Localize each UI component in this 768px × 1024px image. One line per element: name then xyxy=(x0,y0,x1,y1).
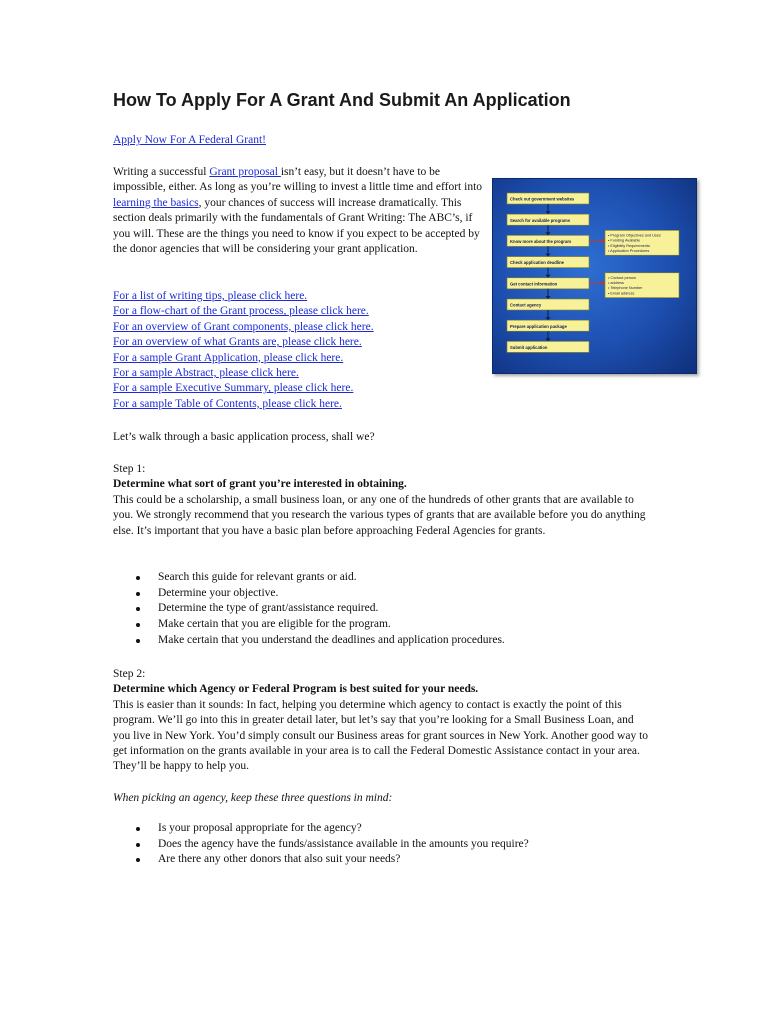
step-2-title: Determine which Agency or Federal Program is best suited for your needs. xyxy=(113,683,479,696)
writing-tips-link[interactable]: For a list of writing tips, please click here. xyxy=(113,290,308,302)
flow-arrow xyxy=(546,296,551,299)
flow-step-label: Know more about the program xyxy=(510,239,571,244)
side-note-text: • Contact person xyxy=(608,275,637,280)
agency-prompt: When picking an agency, keep these three questions in mind: xyxy=(113,792,393,804)
side-note-text: • Telephone Number xyxy=(608,286,643,291)
flow-chart-link[interactable]: For a flow-chart of the Grant process, please click here. xyxy=(113,305,369,318)
sample-executive-summary-link[interactable]: For a sample Executive Summary, please click here. xyxy=(113,382,354,395)
side-note-text: • Eligibility Requirements xyxy=(608,243,650,248)
step-2-label: Step 2: xyxy=(113,668,146,680)
list-item: Make certain that you are eligible for the program. xyxy=(113,617,505,633)
flow-arrow xyxy=(546,275,551,278)
agency-questions xyxy=(113,821,529,868)
intro-text-1: Writing a successful xyxy=(113,166,210,178)
list-item: Make certain that you understand the deadlines and application procedures. xyxy=(113,633,505,649)
intro-paragraph xyxy=(113,165,485,257)
step-1-section xyxy=(113,462,653,539)
list-item: Does the agency have the funds/assistance available in the amounts you require? xyxy=(113,837,529,853)
list-item: Determine the type of grant/assistance required. xyxy=(113,601,505,617)
side-note-arrow xyxy=(602,281,605,286)
flow-arrow xyxy=(546,317,551,320)
list-item: Determine your objective. xyxy=(113,586,505,602)
flow-arrow xyxy=(546,254,551,257)
side-note-text: • Program Objectives and Uses xyxy=(608,233,661,238)
grant-proposal-link[interactable]: Grant proposal xyxy=(209,166,281,178)
page-title: How To Apply For A Grant And Submit An Application xyxy=(113,90,571,110)
step-1-bullets xyxy=(113,570,505,648)
flow-step-label: Check application deadline xyxy=(510,260,564,266)
intro-text-2: isn’t easy, but it doesn’t have to be impossible, either. As long as you’re willing to invest a little time and effort into xyxy=(113,166,483,194)
step-1-label: Step 1: xyxy=(113,463,146,475)
intro-text-3: , your chances of success will increase dramatically. This section deals primarily with the fundamentals of Grant Writing: The ABC’s, if you will. These are the things you need to know if you expect to be accepted by the donor agencies that will be considering your grant application. xyxy=(113,196,480,256)
sample-table-of-contents-link[interactable]: For a sample Table of Contents, please click here. xyxy=(113,397,342,410)
grant-components-link[interactable]: For an overview of Grant components, please click here. xyxy=(113,320,374,333)
apply-now-link-wrap xyxy=(113,133,266,148)
flow-arrow xyxy=(546,338,551,341)
what-grants-are-link[interactable]: For an overview of what Grants are, please click here. xyxy=(113,336,362,349)
step-2-section xyxy=(113,667,653,775)
side-note-text: • address xyxy=(608,281,624,285)
flow-step-label: Check out government websites xyxy=(510,196,575,202)
learning-basics-link[interactable]: learning the basics xyxy=(113,196,199,209)
flow-step-label: Prepare application package xyxy=(510,323,567,329)
flow-arrow xyxy=(546,211,551,214)
flow-step-label: Contact agency xyxy=(510,302,542,308)
step-1-body: This could be a scholarship, a small business loan, or any one of the hundreds of other grants that are available to you. We strongly recommend that you research the various types of grants that are available before you do anything else. It’s important that you have a basic plan before approaching Federal Agencies for grants. xyxy=(113,493,646,537)
resource-links xyxy=(113,289,374,412)
sample-abstract-link[interactable]: For a sample Abstract, please click here. xyxy=(113,366,299,379)
list-item: Is your proposal appropriate for the agency? xyxy=(113,821,529,837)
side-note-text: • Email address xyxy=(608,291,635,296)
flow-step-label: Submit application xyxy=(510,345,548,350)
list-item: Are there any other donors that also suit your needs? xyxy=(113,852,529,868)
flowchart-graphic xyxy=(493,179,696,373)
flow-step-label: Search for available programs xyxy=(510,217,571,223)
apply-now-link[interactable]: Apply Now For A Federal Grant! xyxy=(113,134,266,146)
list-item: Search this guide for relevant grants or aid. xyxy=(113,570,505,586)
walk-through-text: Let’s walk through a basic application process, shall we? xyxy=(113,431,375,443)
side-note-text: • Application Procedures xyxy=(608,249,650,253)
step-1-title: Determine what sort of grant you’re interested in obtaining. xyxy=(113,478,407,491)
side-note-arrow xyxy=(602,238,605,243)
flow-arrow xyxy=(546,232,551,235)
sample-application-link[interactable]: For a sample Grant Application, please click here. xyxy=(113,351,344,364)
side-note-text: • Funding Available xyxy=(608,238,641,243)
flow-step-label: Get contact information xyxy=(510,281,558,287)
grant-process-flowchart xyxy=(492,178,697,374)
step-2-body: This is easier than it sounds: In fact, helping you determine which agency to contact is exactly the point of this program. We’ll go into this in greater detail later, but let’s say that you’re looking for a Small Business Loan, and you live in New York. You’d simply consult our Business areas for grant sources in New York. Another good way to get information on the grants available in your area is to call the Federal Domestic Assistance contact in your area. They’ll be happy to help you. xyxy=(113,698,649,773)
